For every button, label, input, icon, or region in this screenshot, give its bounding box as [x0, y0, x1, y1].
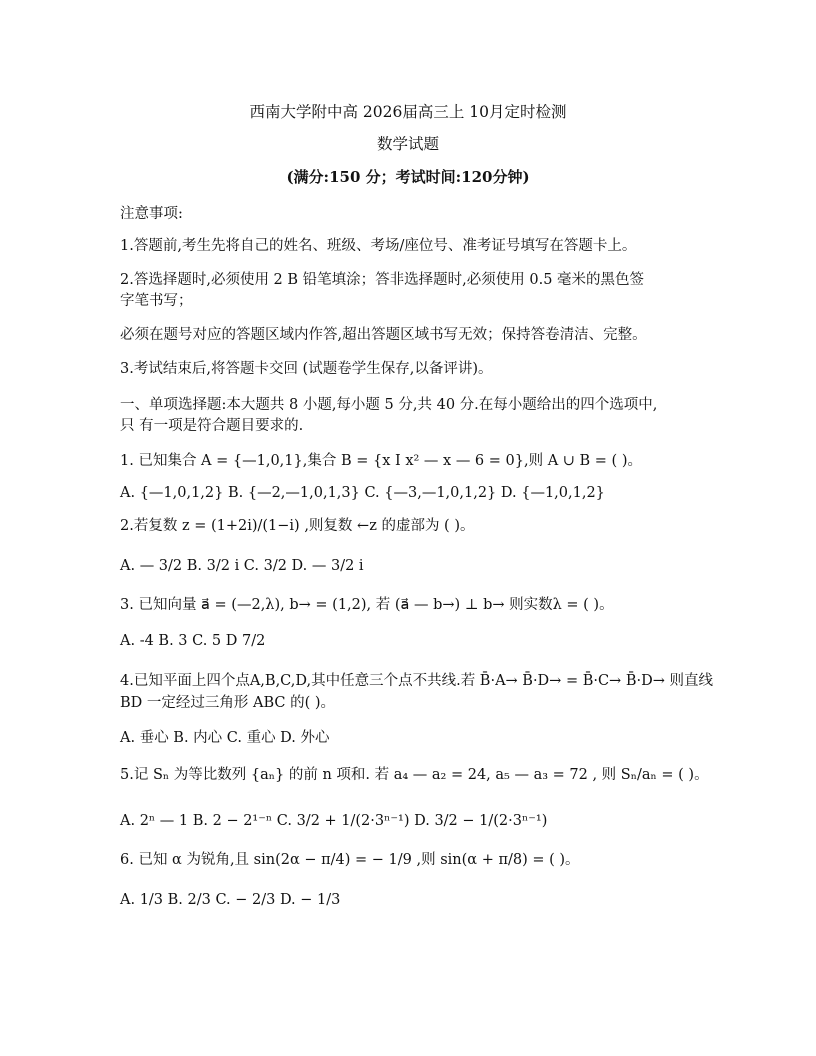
- question-4-options: A. 垂心 B. 内心 C. 重心 D. 外心: [120, 730, 330, 746]
- question-2-options: A. — 3/2 B. 3/2 i C. 3/2 D. — 3/2 i: [120, 558, 364, 574]
- question-5-options: A. 2ⁿ — 1 B. 2 − 2¹⁻ⁿ C. 3/2 + 1/(2·3ⁿ⁻¹) D. 3/2 − 1/(2·3ⁿ⁻¹): [120, 813, 548, 829]
- exam-info: (满分:150 分；考试时间:120分钟): [286, 168, 530, 186]
- note-2-line-1: 2.答选择题时,必须使用 2 B 铅笔填涂；答非选择题时,必须使用 0.5 毫米的黑色签: [120, 272, 645, 288]
- question-3: 3. 已知向量 a⃗ = (—2,λ), b→ = (1,2), 若 (a⃗ — b→) ⊥ b→ 则实数λ = ( )。: [120, 597, 614, 613]
- question-2: 2.若复数 z = (1+2i)/(1−i) ,则复数 ←z 的虚部为 ( )。: [120, 518, 475, 534]
- question-3-options: A. -4 B. 3 C. 5 D 7/2: [120, 633, 266, 649]
- note-1: 1.答题前,考生先将自己的姓名、班级、考场/座位号、准考证号填写在答题卡上。: [120, 238, 637, 254]
- note-2-line-3: 必须在题号对应的答题区域内作答,超出答题区域书写无效；保持答卷清洁、完整。: [120, 327, 647, 343]
- section-instruction-line-2: 只 有一项是符合题目要求的.: [120, 418, 304, 434]
- exam-title: 西南大学附中高 2026届高三上 10月定时检测: [249, 103, 567, 121]
- question-4-line-1: 4.已知平面上四个点A,B,C,D,其中任意三个点不共线.若 B̄·A→ B̄·D→ = B̄·C→ B̄·D→ 则直线: [120, 673, 713, 689]
- question-1: 1. 已知集合 A = {—1,0,1},集合 B = {x I x² — x — 6 = 0},则 A ∪ B = ( )。: [120, 453, 642, 469]
- question-5: 5.记 Sₙ 为等比数列 {aₙ} 的前 n 项和. 若 a₄ — a₂ = 24, a₅ — a₃ = 72 , 则 Sₙ/aₙ = ( )。: [120, 767, 709, 783]
- question-4-line-2: BD 一定经过三角形 ABC 的( )。: [120, 695, 336, 711]
- note-3: 3.考试结束后,将答题卡交回 (试题卷学生保存,以备评讲)。: [120, 361, 493, 377]
- exam-subject: 数学试题: [376, 135, 439, 153]
- question-6: 6. 已知 α 为锐角,且 sin(2α − π/4) = − 1/9 ,则 sin(α + π/8) = ( )。: [120, 852, 580, 868]
- question-6-options: A. 1/3 B. 2/3 C. − 2/3 D. − 1/3: [120, 892, 341, 908]
- note-2-line-2: 字笔书写；: [120, 293, 193, 309]
- section-instruction-line-1: 一、单项选择题:本大题共 8 小题,每小题 5 分,共 40 分.在每小题给出的四个选项中,: [120, 397, 658, 413]
- notes-heading: 注意事项:: [120, 206, 183, 222]
- question-1-options: A. {—1,0,1,2} B. {—2,—1,0,1,3} C. {—3,—1,0,1,2} D. {—1,0,1,2}: [120, 485, 605, 501]
